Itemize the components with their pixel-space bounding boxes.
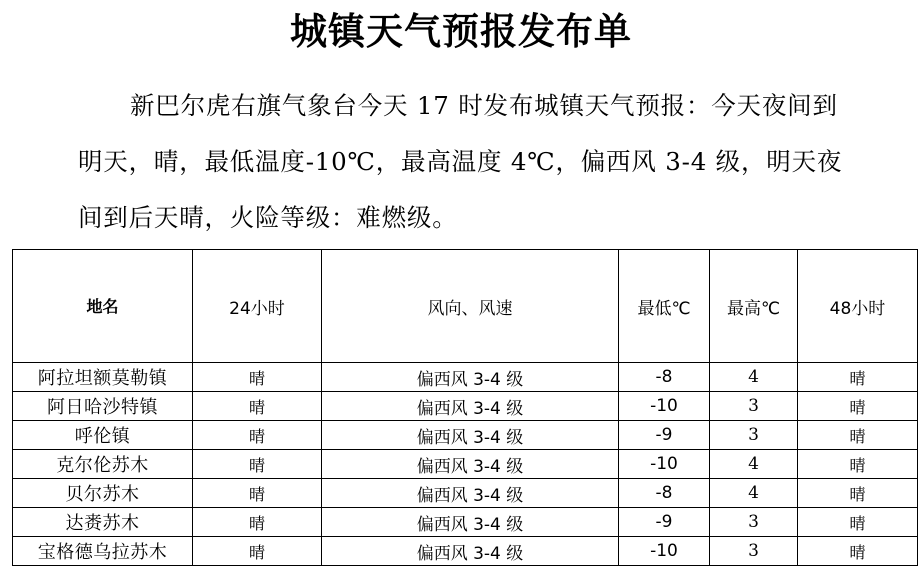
header-wind: 风向、风速 <box>322 250 619 363</box>
forecast-table <box>12 249 918 566</box>
cell-name: 阿日哈沙特镇 <box>13 392 193 421</box>
cell-24h: 晴 <box>193 537 322 566</box>
document-title: 城镇天气预报发布单 <box>290 9 632 53</box>
header-24h: 24小时 <box>193 250 322 363</box>
table-row <box>13 421 918 450</box>
cell-48h: 晴 <box>798 479 918 508</box>
table-row <box>13 479 918 508</box>
cell-48h: 晴 <box>798 363 918 392</box>
cell-name: 宝格德乌拉苏木 <box>13 537 193 566</box>
cell-max-temp: 4 <box>710 363 798 392</box>
cell-wind: 偏西风 3-4 级 <box>322 537 619 566</box>
cell-max-temp: 3 <box>710 421 798 450</box>
cell-name: 达赉苏木 <box>13 508 193 537</box>
cell-24h: 晴 <box>193 479 322 508</box>
header-min-temp: 最低℃ <box>619 250 710 363</box>
cell-48h: 晴 <box>798 421 918 450</box>
table-row <box>13 537 918 566</box>
table-row <box>13 392 918 421</box>
cell-24h: 晴 <box>193 392 322 421</box>
cell-wind: 偏西风 3-4 级 <box>322 479 619 508</box>
table-row <box>13 363 918 392</box>
cell-max-temp: 3 <box>710 392 798 421</box>
cell-max-temp: 4 <box>710 479 798 508</box>
cell-name: 贝尔苏木 <box>13 479 193 508</box>
header-max-temp: 最高℃ <box>710 250 798 363</box>
cell-max-temp: 3 <box>710 508 798 537</box>
cell-48h: 晴 <box>798 537 918 566</box>
header-48h: 48小时 <box>798 250 918 363</box>
forecast-paragraph: 新巴尔虎右旗气象台今天 17 时发布城镇天气预报：今天夜间到明天，晴，最低温度-10℃，最高温度 4℃，偏西风 3-4 级，明天夜间到后天晴，火险等级：难燃级。 <box>78 91 843 232</box>
cell-min-temp: -10 <box>619 450 710 479</box>
cell-24h: 晴 <box>193 363 322 392</box>
cell-min-temp: -9 <box>619 508 710 537</box>
cell-24h: 晴 <box>193 421 322 450</box>
cell-name: 克尔伦苏木 <box>13 450 193 479</box>
cell-24h: 晴 <box>193 450 322 479</box>
cell-wind: 偏西风 3-4 级 <box>322 508 619 537</box>
cell-name: 阿拉坦额莫勒镇 <box>13 363 193 392</box>
cell-wind: 偏西风 3-4 级 <box>322 421 619 450</box>
cell-48h: 晴 <box>798 508 918 537</box>
cell-min-temp: -10 <box>619 537 710 566</box>
table-header-row <box>13 250 918 363</box>
table-row <box>13 450 918 479</box>
cell-wind: 偏西风 3-4 级 <box>322 450 619 479</box>
table-row <box>13 508 918 537</box>
cell-min-temp: -8 <box>619 479 710 508</box>
cell-max-temp: 4 <box>710 450 798 479</box>
cell-wind: 偏西风 3-4 级 <box>322 363 619 392</box>
cell-min-temp: -8 <box>619 363 710 392</box>
header-name: 地名 <box>13 250 193 363</box>
cell-48h: 晴 <box>798 450 918 479</box>
cell-min-temp: -10 <box>619 392 710 421</box>
cell-name: 呼伦镇 <box>13 421 193 450</box>
cell-wind: 偏西风 3-4 级 <box>322 392 619 421</box>
cell-min-temp: -9 <box>619 421 710 450</box>
cell-24h: 晴 <box>193 508 322 537</box>
cell-48h: 晴 <box>798 392 918 421</box>
cell-max-temp: 3 <box>710 537 798 566</box>
